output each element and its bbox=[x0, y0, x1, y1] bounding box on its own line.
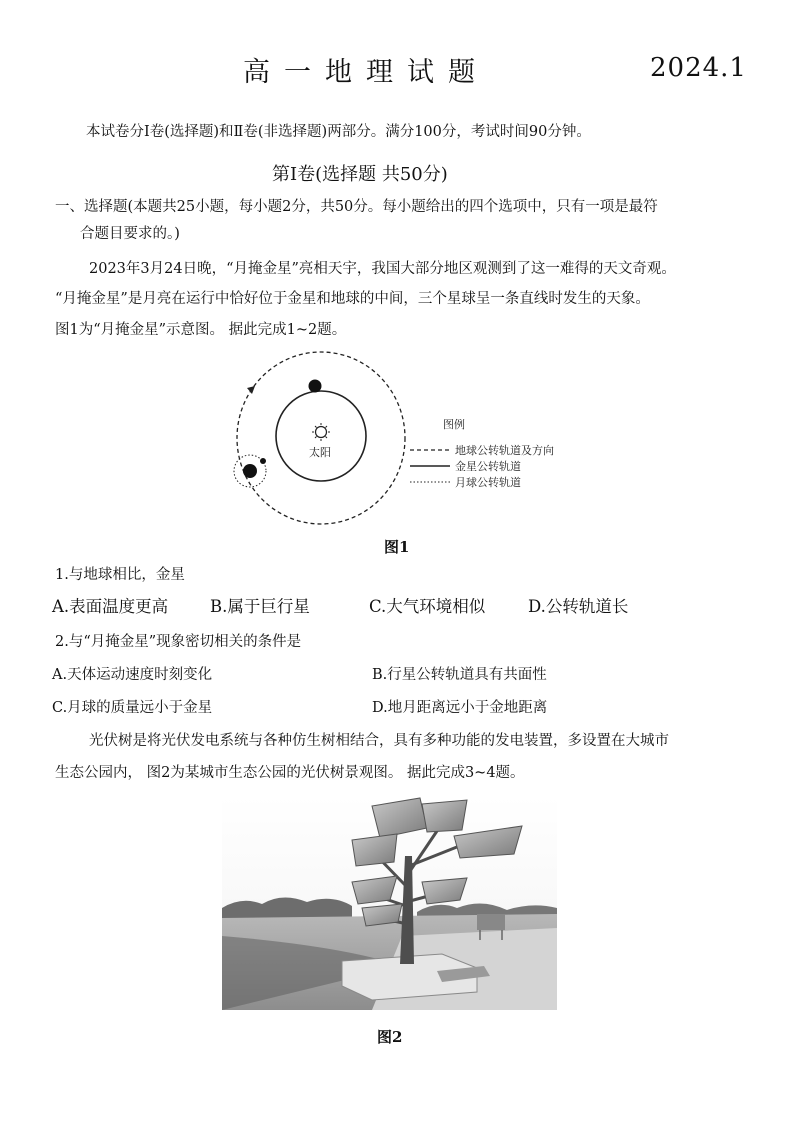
moon bbox=[260, 458, 266, 464]
passage2-line1: 光伏树是将光伏发电系统与各种仿生树相结合，具有多种功能的发电装置，多设置在大城市 bbox=[89, 733, 669, 749]
question1-option-b[interactable]: B.属于巨行星 bbox=[210, 597, 310, 616]
part-one-heading-cont: 合题目要求的。) bbox=[80, 226, 180, 242]
section-title: 第Ⅰ卷(选择题 共50分) bbox=[272, 164, 448, 185]
question2-option-d[interactable]: D.地月距离远小于金地距离 bbox=[372, 700, 548, 716]
earth-planet bbox=[243, 464, 257, 478]
exam-date: 2024.1 bbox=[650, 53, 747, 83]
question2-option-c[interactable]: C.月球的质量远小于金星 bbox=[52, 700, 213, 716]
figure1-caption: 图1 bbox=[384, 538, 410, 556]
question2-option-b[interactable]: B.行星公转轨道具有共面性 bbox=[372, 667, 547, 683]
question2-stem: 2.与“月掩金星”现象密切相关的条件是 bbox=[55, 634, 302, 650]
figure2-caption: 图2 bbox=[377, 1028, 403, 1046]
legend-venus-orbit: 金星公转轨道 bbox=[455, 460, 521, 473]
part-one-heading: 一、选择题(本题共25小题，每小题2分，共50分。每小题给出的四个选项中，只有一项是最符 bbox=[55, 199, 658, 215]
sun-icon bbox=[312, 423, 330, 441]
figure1-diagram bbox=[225, 350, 585, 528]
exam-instructions: 本试卷分Ⅰ卷(选择题)和Ⅱ卷(非选择题)两部分。满分100分，考试时间90分钟。 bbox=[86, 124, 591, 140]
passage1-line3: 图1为“月掩金星”示意图。 据此完成1~2题。 bbox=[55, 322, 347, 338]
question1-option-c[interactable]: C.大气环境相似 bbox=[369, 597, 486, 616]
question2-option-a[interactable]: A.天体运动速度时刻变化 bbox=[52, 667, 213, 683]
orbit-direction-arrow-icon bbox=[247, 386, 255, 394]
passage1-line2: “月掩金星”是月亮在运行中恰好位于金星和地球的中间，三个星球呈一条直线时发生的天象。 bbox=[55, 291, 650, 307]
figure2-photo bbox=[222, 796, 557, 1010]
question1-stem: 1.与地球相比，金星 bbox=[55, 567, 185, 583]
legend-moon-orbit: 月球公转轨道 bbox=[455, 476, 521, 489]
question1-option-a[interactable]: A.表面温度更高 bbox=[52, 597, 169, 616]
page-title: 高一地理试题 bbox=[243, 57, 489, 88]
legend-title: 图例 bbox=[443, 418, 465, 431]
passage1-line1: 2023年3月24日晚，“月掩金星”亮相天宇，我国大部分地区观测到了这一难得的天文奇观。 bbox=[89, 261, 676, 277]
passage2-line2: 生态公园内， 图2为某城市生态公园的光伏树景观图。 据此完成3~4题。 bbox=[55, 765, 525, 781]
sun-label: 太阳 bbox=[309, 446, 331, 459]
venus-planet bbox=[309, 380, 322, 393]
question1-option-d[interactable]: D.公转轨道长 bbox=[528, 597, 629, 616]
legend-earth-orbit: 地球公转轨道及方向 bbox=[455, 444, 554, 457]
